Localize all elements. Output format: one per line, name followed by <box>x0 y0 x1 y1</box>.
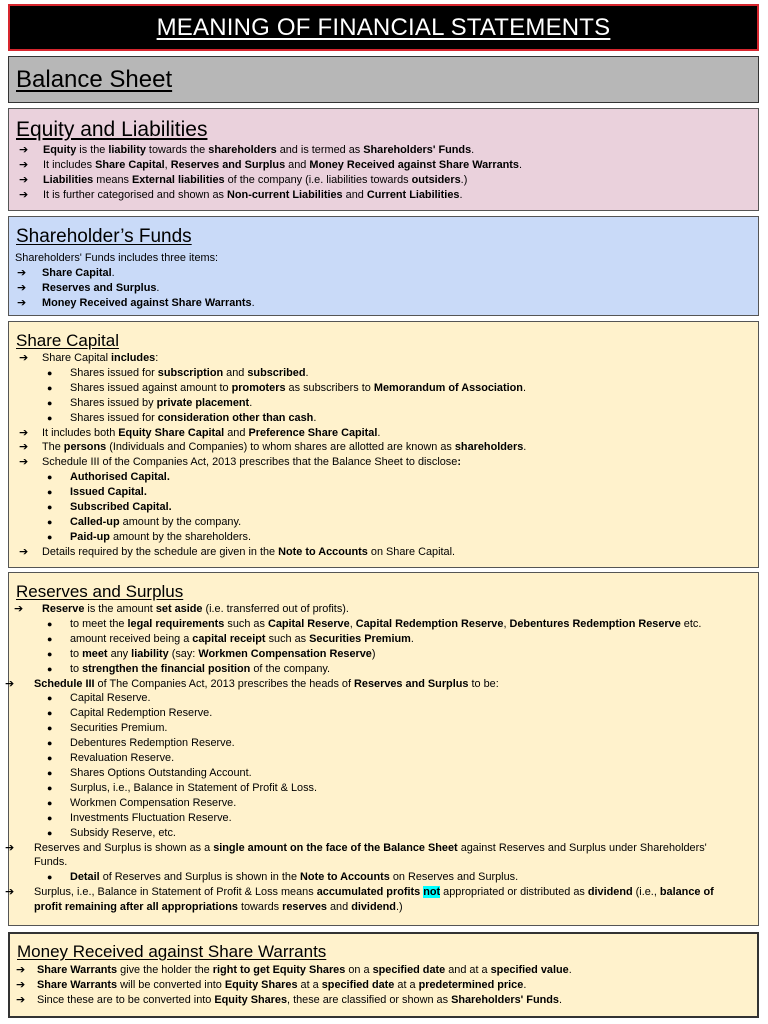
reserves-point: ➔ Schedule III of The Companies Act, 2013 prescribes the heads of Reserves and Surplus to be: <box>5 677 499 690</box>
share-capital-point: ➔ It includes both Equity Share Capital and Preference Share Capital. <box>19 426 381 439</box>
arrow-icon: ➔ <box>16 978 26 991</box>
bullet-icon: ● <box>47 723 53 734</box>
equity-liabilities-section <box>8 108 759 211</box>
arrow-icon: ➔ <box>17 266 27 279</box>
equity-item: ➔ Liabilities means External liabilities of the company (i.e. liabilities towards outsiders.) <box>19 173 468 186</box>
bullet-icon: ● <box>47 693 53 704</box>
bullet-icon: ● <box>47 502 53 513</box>
bullet-icon: ● <box>47 633 53 644</box>
reserves-surplus-section <box>5 572 759 926</box>
share-capital-point: ➔ Share Capital includes: <box>19 352 159 364</box>
balance-sheet-heading: Balance Sheet <box>16 65 173 93</box>
share-capital-subitem: ● Shares issued for consideration other than cash. <box>47 411 317 424</box>
arrow-icon: ➔ <box>19 352 29 364</box>
reserves-point: ➔ Surplus, i.e., Balance in Statement of Profit & Loss means accumulated profits not appropriated or distributed as dividend (i.e., balance of <box>5 886 714 899</box>
funds-intro: Shareholders' Funds includes three items: <box>15 252 219 264</box>
equity-item: ➔ It is further categorised and shown as Non-current Liabilities and Current Liabilities. <box>19 188 463 201</box>
arrow-icon: ➔ <box>19 456 29 469</box>
arrow-icon: ➔ <box>19 173 29 186</box>
bullet-icon: ● <box>47 397 53 408</box>
bullet-icon: ● <box>47 827 53 838</box>
bullet-icon: ● <box>47 487 53 498</box>
warrants-item: ➔ Share Warrants give the holder the right to get Equity Shares on a specified date and at a specified value. <box>16 964 572 976</box>
arrow-icon: ➔ <box>19 441 29 454</box>
bullet-icon: ● <box>47 872 53 883</box>
funds-item: ➔ Share Capital. <box>17 266 115 279</box>
reserves-head-item: ● Subsidy Reserve, etc. <box>47 826 176 839</box>
warrants-item: ➔ Since these are to be converted into Equity Shares, these are classified or shown as Shareholders' Funds. <box>16 993 562 1006</box>
bullet-icon: ● <box>47 618 53 629</box>
reserves-point-cont: Funds. <box>34 856 68 869</box>
reserves-head-item: ● Shares Options Outstanding Account. <box>47 766 252 779</box>
reserves-subitem: ● amount received being a capital receipt such as Securities Premium. <box>47 632 414 645</box>
arrow-icon: ➔ <box>19 188 29 201</box>
reserves-point: ➔ Reserves and Surplus is shown as a single amount on the face of the Balance Sheet against Reserves and Surplus under Shareholders' <box>5 841 707 854</box>
share-capital-point: ➔ Details required by the schedule are given in the Note to Accounts on Share Capital. <box>19 545 456 558</box>
reserves-subitem: ● Detail of Reserves and Surplus is shown in the Note to Accounts on Reserves and Surplus. <box>47 871 519 884</box>
reserves-head-item: ● Securities Premium. <box>47 722 168 735</box>
share-capital-subitem: ● Shares issued against amount to promoters as subscribers to Memorandum of Association. <box>47 381 526 394</box>
bullet-icon: ● <box>47 382 53 393</box>
arrow-icon: ➔ <box>19 144 29 156</box>
arrow-icon: ➔ <box>19 158 29 171</box>
arrow-icon: ➔ <box>17 296 27 309</box>
highlight-not: not <box>423 886 441 899</box>
disclose-item: ● Authorised Capital. <box>47 471 170 484</box>
disclose-item: ● Called-up amount by the company. <box>47 515 242 528</box>
reserves-head-item: ● Surplus, i.e., Balance in Statement of Profit & Loss. <box>47 781 317 794</box>
funds-heading: Shareholder’s Funds <box>16 226 192 247</box>
arrow-icon: ➔ <box>5 886 15 899</box>
equity-item: ➔ It includes Share Capital, Reserves and Surplus and Money Received against Share Warrants. <box>19 158 523 171</box>
bullet-icon: ● <box>47 767 53 778</box>
bullet-icon: ● <box>47 472 53 483</box>
bullet-icon: ● <box>47 412 53 423</box>
share-capital-point: ➔ The persons (Individuals and Companies) to whom shares are allotted are known as shareholders. <box>19 441 527 454</box>
arrow-icon: ➔ <box>5 677 15 690</box>
bullet-icon: ● <box>47 782 53 793</box>
reserves-subitem: ● to meet the legal requirements such as Capital Reserve, Capital Redemption Reserve, Debentures Redemption Reserve etc. <box>47 617 702 630</box>
arrow-icon: ➔ <box>16 993 26 1006</box>
share-capital-heading: Share Capital <box>16 331 120 350</box>
share-warrants-section <box>8 932 759 1018</box>
disclose-item: ● Issued Capital. <box>47 486 147 499</box>
balance-sheet-banner <box>8 56 759 103</box>
bullet-icon: ● <box>47 708 53 719</box>
share-capital-point: ➔ Schedule III of the Companies Act, 2013 prescribes that the Balance Sheet to disclose: <box>19 456 461 469</box>
bullet-icon: ● <box>47 663 53 674</box>
reserves-head-item: ● Capital Reserve. <box>47 692 151 705</box>
reserves-head-item: ● Workmen Compensation Reserve. <box>47 796 237 809</box>
funds-item: ➔ Reserves and Surplus. <box>17 281 160 294</box>
bullet-icon: ● <box>47 516 53 527</box>
bullet-icon: ● <box>47 738 53 749</box>
disclose-item: ● Paid-up amount by the shareholders. <box>47 530 251 543</box>
page-title: MEANING OF FINANCIAL STATEMENTS <box>156 13 611 41</box>
title-banner <box>8 4 759 51</box>
reserves-head-item: ● Investments Fluctuation Reserve. <box>47 811 232 824</box>
arrow-icon: ➔ <box>16 964 26 976</box>
arrow-icon: ➔ <box>19 426 29 439</box>
bullet-icon: ● <box>47 797 53 808</box>
share-capital-subitem: ● Shares issued for subscription and subscribed. <box>47 366 309 379</box>
bullet-icon: ● <box>47 648 53 659</box>
reserves-point-cont: profit remaining after all appropriations towards reserves and dividend.) <box>34 901 403 914</box>
disclose-item: ● Subscribed Capital. <box>47 501 172 514</box>
reserves-head-item: ● Revaluation Reserve. <box>47 752 175 765</box>
equity-item: ➔ Equity is the liability towards the shareholders and is termed as Shareholders' Funds. <box>19 144 475 156</box>
reserves-head-item: ● Debentures Redemption Reserve. <box>47 737 235 750</box>
reserves-point: ➔ Reserve is the amount set aside (i.e. transferred out of profits). <box>14 603 349 615</box>
bullet-icon: ● <box>47 753 53 764</box>
warrants-item: ➔ Share Warrants will be converted into Equity Shares at a specified date at a predetermined price. <box>16 978 527 991</box>
arrow-icon: ➔ <box>19 545 29 558</box>
equity-heading: Equity and Liabilities <box>16 118 208 141</box>
reserves-heading: Reserves and Surplus <box>16 582 184 601</box>
funds-item: ➔ Money Received against Share Warrants. <box>17 296 255 309</box>
reserves-head-item: ● Capital Redemption Reserve. <box>47 707 213 720</box>
shareholders-funds-section <box>8 216 759 316</box>
share-capital-section <box>8 321 759 568</box>
arrow-icon: ➔ <box>17 281 27 294</box>
share-capital-subitem: ● Shares issued by private placement. <box>47 396 253 409</box>
arrow-icon: ➔ <box>14 603 24 615</box>
bullet-icon: ● <box>47 812 53 823</box>
bullet-icon: ● <box>47 367 53 378</box>
reserves-subitem: ● to strengthen the financial position of the company. <box>47 662 331 675</box>
bullet-icon: ● <box>47 531 53 542</box>
arrow-icon: ➔ <box>5 841 15 854</box>
reserves-heads-list <box>9 691 758 840</box>
warrants-heading: Money Received against Share Warrants <box>17 942 327 961</box>
reserves-subitem: ● to meet any liability (say: Workmen Compensation Reserve) <box>47 647 376 660</box>
